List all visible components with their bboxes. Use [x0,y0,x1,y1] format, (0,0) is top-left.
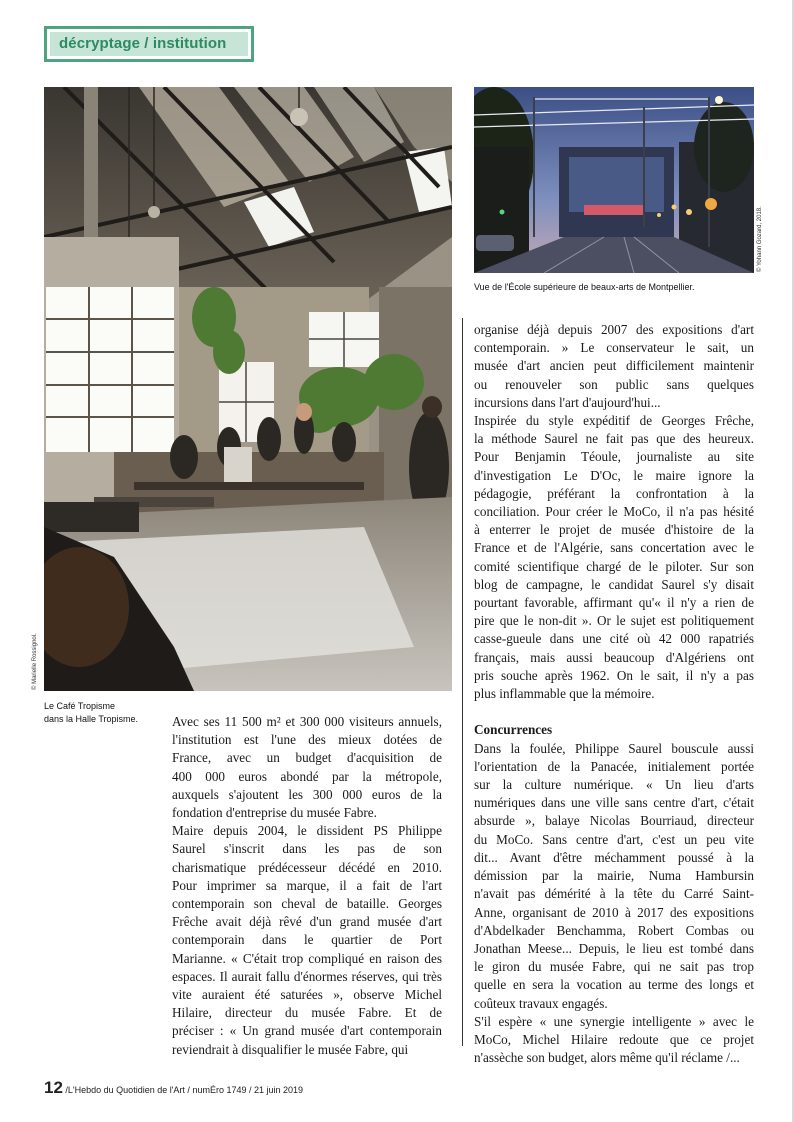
article-line: démission par la mairie, Numa Hambursin [474,868,754,884]
photo-cafe-caption [44,700,138,726]
photo-cafe-credit: © Marielle Rossignol. [32,633,38,690]
article-line: ou renouveler son public sans quelques [474,376,754,392]
article-line: espaces. Il aurait fallu d'énormes réserves, qui très [172,968,442,984]
publication-info: /L'Hebdo du Quotidien de l'Art / numÉro 1749 / 21 juin 2019 [62,1085,304,1095]
section-tag-label: décryptage / institution [50,32,248,56]
article-line: Inspirée du style expéditif de Georges Frêche, [474,413,754,429]
article-line: reviendrait à disqualifier le musée Fabre, qui [172,1041,409,1057]
article-line: numériques dans une ville sans centre d'art, c'était [474,795,754,811]
photo-cafe-caption-line: Le Café Tropisme [44,701,116,711]
article-line: contemporain dans le quartier de Port [172,932,442,948]
article-line: absurde », balaye Nicolas Bourriaud, directeur [474,813,754,829]
article-line: l'institution est l'une des mieux dotées de [172,732,442,748]
article-line: musée d'art ancien peut difficilement maintenir [474,358,754,374]
article-line: blog de campagne, le candidat Saurel s'y disait [474,576,754,592]
photo-cafe-tropisme-image [44,87,452,691]
article-column-left [172,713,442,1059]
article-line: auxquels s'ajoutent les 300 000 euros de la [172,786,442,802]
article-line: français, mais aussi beaucoup d'Algériens ont [474,649,754,665]
article-line: à enterrer le projet de musée d'histoire de la [474,522,754,538]
article-line: France, avec un budget d'acquisition de [172,750,442,766]
article-line: dit... Avant d'être méchamment poussé à la [474,849,754,865]
page-number: 12 [44,1078,63,1097]
article-line: Dans la foulée, Philippe Saurel bouscule aussi [474,740,754,756]
article-line: Hilaire, directeur du musée Fabre. Et de [172,1005,442,1021]
article-line: la méthode Saurel ne fait pas que des heureux. [474,431,754,447]
article-line: Pour Benjamin Téoule, journaliste au site [474,449,754,465]
article-line: pire que le non-dit ». Or le sujet est politiquement [474,613,754,629]
article-line: d'Abdelkader Benchamma, Robert Combas ou [474,922,754,938]
page-footer [44,1078,303,1098]
article-line: comité scientifique chargé de le piloter. Sur son [474,558,754,574]
article-line: Jonathan Meese... Depuis, le lieu est tombé dans [474,940,754,956]
article-line: Marianne. « C'était trop compliqué en raison des [172,950,442,966]
article-column-right [474,321,754,1067]
photo-ecole-beaux-arts-image [474,87,754,273]
article-line: n'avait pas démérité à la tête du Carré Saint- [474,886,754,902]
photo-ecole-beaux-arts [474,87,754,273]
article-line: charismatique prédécesseur décédé en 2010. [172,859,442,875]
article-line: France et de l'Algérie, sans concertation avec le [474,540,754,556]
article-line: coûteux travaux engagés. [474,995,608,1011]
article-line: pourtant favorable, affirmant qu'« il n'y a rien de [474,595,754,611]
article-line: organise déjà depuis 2007 des expositions d'art [474,322,754,337]
article-line [474,703,754,721]
article-line: 400 000 euros abondé par la métropole, [172,768,442,784]
article-line: pédagogie, préférant la confrontation à la [474,485,754,501]
article-line: sur la culture numérique. « Un lieu d'arts [474,777,754,793]
article-line: quelle en sera la vocation au terme des longs et [474,977,754,993]
article-line: Avec ses 11 500 m² et 300 000 visiteurs annuels, [172,714,442,729]
article-line: n'assèche son budget, alors même qu'il réclame /... [474,1050,740,1066]
article-line: Maire depuis 2004, le dissident PS Philippe [172,823,442,839]
article-line: Anne, organisant de 2010 à 2017 des expositions [474,904,754,920]
article-line: préciser : « Un grand musée d'art contemporain [172,1023,442,1039]
article-line: d'investigation Le D'Oc, le maire ignore la [474,467,754,483]
article-line: MoCo, Michel Hilaire redoute que ce projet [474,1031,754,1047]
article-line: incursions dans l'art d'aujourd'hui... [474,394,661,410]
article-line: conciliation. Pour créer le MoCo, il n'a pas hésité [474,504,754,520]
section-tag [44,26,254,62]
article-line: S'il espère « une synergie intelligente » avec le [474,1013,754,1029]
article-line: le giron du musée Fabre, qui ne sait pas trop [474,959,754,975]
article-line: plus inflammable que la mémoire. [474,686,655,702]
photo-ecole-credit: © Yohann Gozard, 2018. [757,206,763,272]
article-line: casse-gueule dans une cité où 42 000 rapatriés [474,631,754,647]
article-line: l'orientation de la Panacée, initialement portée [474,758,754,774]
article-line: Frêche avait déjà rêvé d'un grand musée d'art [172,914,442,930]
column-rule [462,318,463,1046]
article-line: contemporain. » Le conservateur le sait, un [474,340,754,356]
photo-cafe-tropisme [44,87,452,691]
subheading: Concurrences [474,722,553,738]
article-line: pris souche après 1962. On le sait, il n'y a pas [474,667,754,683]
article-line: contemporain son cheval de bataille. Georges [172,896,442,912]
article-line: fondation d'entreprise du musée Fabre. [172,805,377,821]
article-line: Saurel s'inscrit dans les pas de son [172,841,442,857]
article-line: du MoCo. Sans centre d'art, c'est un peu vite [474,831,754,847]
photo-ecole-caption: Vue de l'École supérieure de beaux-arts de Montpellier. [474,282,695,292]
article-line: Pour imprimer sa marque, il a fait de l'art [172,877,442,893]
photo-cafe-caption-line: dans la Halle Tropisme. [44,714,139,724]
article-line: vite auraient été saturées », observe Michel [172,987,442,1003]
